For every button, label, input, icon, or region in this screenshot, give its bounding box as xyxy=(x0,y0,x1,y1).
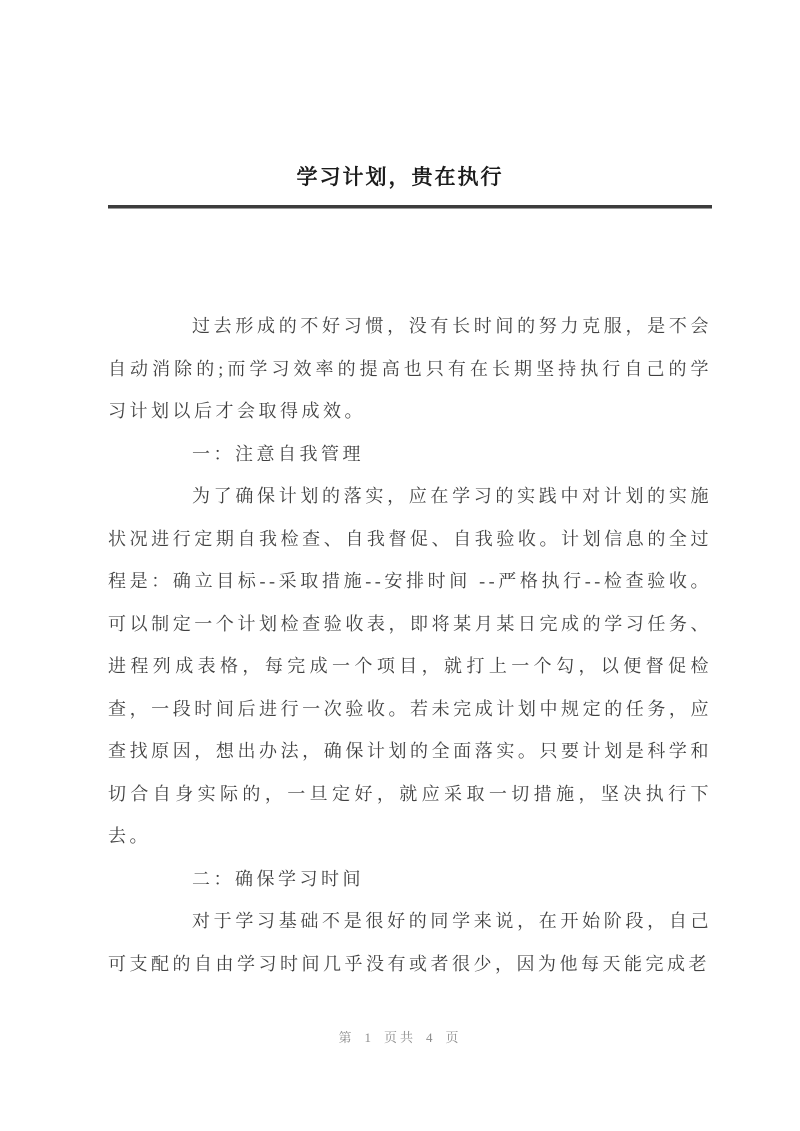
body-paragraph: 过去形成的不好习惯，没有长时间的努力克服，是不会自动消除的;而学习效率的提高也只有在长期坚持执行自己的学习计划以后才会取得成效。 xyxy=(108,316,712,421)
page-footer xyxy=(0,1027,800,1046)
document-title: 学习计划，贵在执行 xyxy=(296,166,504,189)
footer-page-prefix-label: 第 xyxy=(338,1030,355,1045)
footer-total-pages-number: 4 xyxy=(426,1030,436,1045)
section-heading: 二：确保学习时间 xyxy=(192,868,364,889)
footer-current-page-number: 1 xyxy=(364,1030,374,1045)
document-body xyxy=(108,305,712,985)
section-heading: 一：注意自我管理 xyxy=(192,443,364,464)
footer-pages-infix-label: 页共 xyxy=(383,1030,416,1045)
body-paragraph: 为了确保计划的落实，应在学习的实践中对计划的实施状况进行定期自我检查、自我督促、自我验收。计划信息的全过程是：确立目标--采取措施--安排时间 --严格执行--检查验收。可以制定一个计划检查验收表，即将某月某日完成的学习任务、进程列成表格，每完成一个项目，就打上一个勾，以便督促检查，一段时间后进行一次验收。若未完成计划中规定的任务，应查找原因，想出办法，确保计划的全面落实。只要计划是科学和切合自身实际的，一旦定好，就应采取一切措施，坚决执行下去。 xyxy=(108,486,712,846)
title-divider-rule xyxy=(108,205,712,209)
body-paragraph: 对于学习基础不是很好的同学来说，在开始阶段，自己可支配的自由学习时间几乎没有或者很少，因为他每天能完成老 xyxy=(108,911,712,974)
footer-page-suffix-label: 页 xyxy=(445,1030,462,1045)
